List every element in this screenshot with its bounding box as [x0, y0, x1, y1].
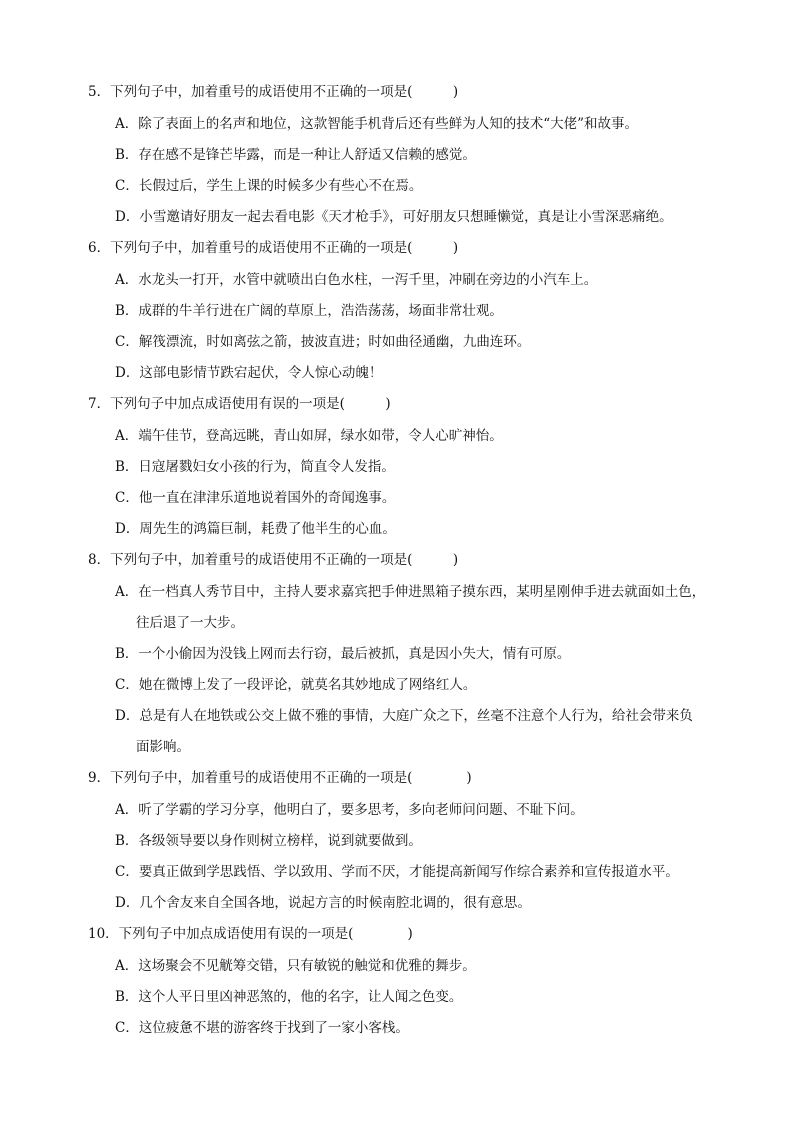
- question-10-option-a: A．这场聚会不见觥筹交错，只有敏锐的触觉和优雅的舞步。: [115, 958, 476, 974]
- question-10-stem: 10．下列句子中加点成语使用有误的一项是( ): [88, 926, 413, 942]
- question-5-option-d: D．小雪邀请好朋友一起去看电影《天才枪手》，可好朋友只想睡懒觉，真是让小雪深恶痛绝。: [115, 209, 673, 225]
- question-7-stem: 7．下列句子中加点成语使用有误的一项是( ): [88, 396, 391, 412]
- question-5-option-c: C．长假过后，学生上课的时候多少有些心不在焉。: [115, 178, 423, 194]
- question-9-option-b: B．各级领导要以身作则树立榜样，说到就要做到。: [115, 833, 422, 849]
- question-6-option-c: C．解筏漂流，时如离弦之箭，披波直进；时如曲径通幽，九曲连环。: [115, 334, 531, 350]
- question-6-option-a: A．水龙头一打开，水管中就喷出白色水柱，一泻千里，冲刷在旁边的小汽车上。: [115, 272, 598, 288]
- question-5-option-a: A．除了表面上的名声和地位，这款智能手机背后还有些鲜为人知的技术“大佬”和故事。: [115, 116, 639, 132]
- question-8-option-d: D．总是有人在地铁或公交上做不雅的事情，大庭广众之下，丝毫不注意个人行为，给社会带来负: [115, 708, 693, 724]
- question-9-option-d: D．几个舍友来自全国各地，说起方言的时候南腔北调的，很有意思。: [115, 895, 531, 911]
- question-5-stem: 5．下列句子中，加着重号的成语使用不正确的一项是( ): [88, 84, 459, 100]
- question-6-option-d: D．这部电影情节跌宕起伏，令人惊心动魄！: [115, 365, 383, 381]
- question-8-option-a: A．在一档真人秀节目中，主持人要求嘉宾把手伸进黑箱子摸东西，某明星刚伸手进去就面如土色，: [115, 584, 706, 600]
- question-10-option-c: C．这位疲惫不堪的游客终于找到了一家小客栈。: [115, 1020, 409, 1036]
- question-7-option-c: C．他一直在津津乐道地说着国外的奇闻逸事。: [115, 490, 396, 506]
- question-7-option-d: D．周先生的鸿篇巨制，耗费了他半生的心血。: [115, 521, 396, 537]
- question-5-option-b: B．存在感不是锋芒毕露，而是一种让人舒适又信赖的感觉。: [115, 147, 476, 163]
- question-9-stem: 9．下列句子中，加着重号的成语使用不正确的一项是( ): [88, 770, 472, 786]
- question-6-stem: 6．下列句子中，加着重号的成语使用不正确的一项是( ): [88, 240, 459, 256]
- question-8-option-a-continued: 往后退了一大步。: [136, 615, 244, 631]
- question-8-option-d-continued: 面影响。: [136, 739, 190, 755]
- question-10-option-b: B．这个人平日里凶神恶煞的，他的名字，让人闻之色变。: [115, 989, 463, 1005]
- question-7-option-a: A．端午佳节，登高远眺，青山如屏，绿水如带，令人心旷神怡。: [115, 428, 503, 444]
- question-9-option-a: A．听了学霸的学习分享，他明白了，要多思考，多向老师问问题、不耻下问。: [115, 802, 584, 818]
- question-8-option-b: B．一个小偷因为没钱上网而去行窃，最后被抓，真是因小失大，情有可原。: [115, 646, 571, 662]
- question-7-option-b: B．日寇屠戮妇女小孩的行为，简直令人发指。: [115, 459, 395, 475]
- question-6-option-b: B．成群的牛羊行进在广阔的草原上，浩浩荡荡，场面非常壮观。: [115, 303, 503, 319]
- question-8-option-c: C．她在微博上发了一段评论，就莫名其妙地成了网络红人。: [115, 677, 477, 693]
- question-9-option-c: C．要真正做到学思践悟、学以致用、学而不厌，才能提高新闻写作综合素养和宣传报道水平。: [115, 864, 679, 880]
- question-8-stem: 8．下列句子中，加着重号的成语使用不正确的一项是( ): [88, 552, 459, 568]
